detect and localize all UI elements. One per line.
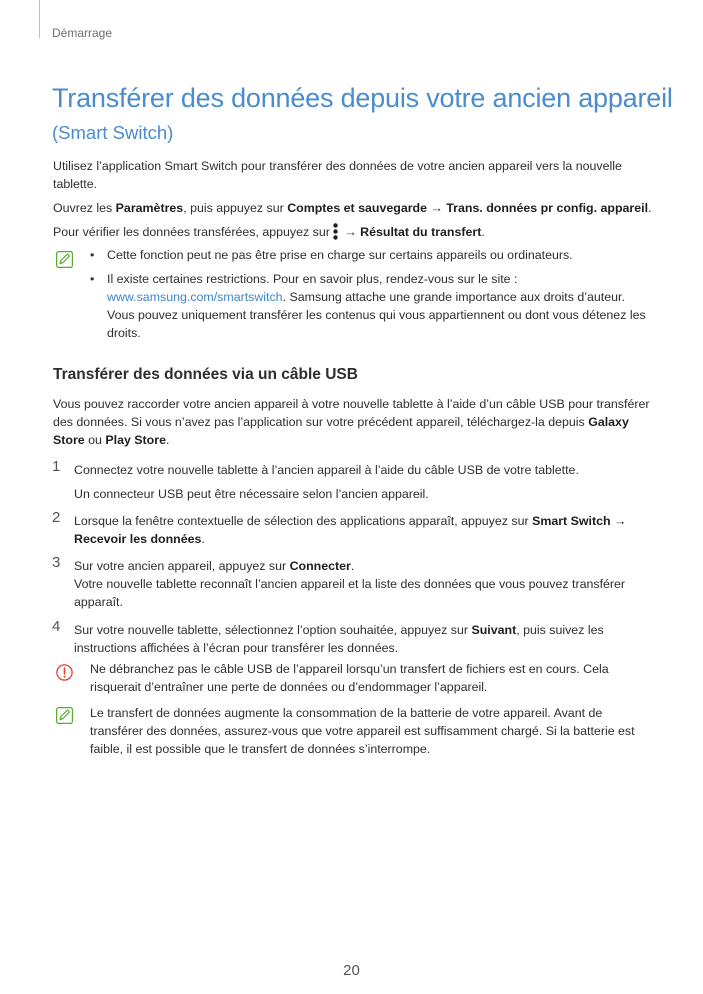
step-number: 4	[52, 618, 61, 635]
section-label: Démarrage	[52, 26, 113, 40]
transfer-label: Trans. données pr config. appareil	[446, 201, 649, 215]
margin-line	[39, 0, 40, 38]
step-3-line3: apparaît.	[74, 595, 123, 609]
galaxy-label: Galaxy	[588, 415, 629, 429]
step-number: 1	[52, 458, 61, 475]
connect-label: Connecter	[289, 559, 351, 573]
bullet-dot: •	[90, 248, 95, 262]
arrow: →	[427, 201, 447, 215]
step-number: 2	[52, 509, 61, 526]
usb-line2-text: des données. Si vous n’avez pas l’application sur votre précédent appareil, téléchargez-la depuis	[53, 415, 589, 429]
more-options-icon	[332, 223, 339, 240]
caution-line1: Ne débranchez pas le câble USB de l’appareil lorsqu’un transfert de fichiers est en cours. Cela	[90, 662, 609, 676]
step-1-text: Connectez votre nouvelle tablette à l’ancien appareil à l’aide du câble USB de votre tablette.	[74, 463, 579, 477]
caution-line2: risquerait d’entraîner une perte de données ou d’endommager l’appareil.	[90, 680, 488, 694]
arrow: →	[340, 225, 361, 239]
step-4-pre: Sur votre nouvelle tablette, sélectionnez l’option souhaitée, appuyez sur	[74, 623, 472, 637]
receive-data-label: Recevoir les données	[74, 532, 202, 546]
result-label: Résultat du transfert	[360, 225, 482, 239]
next-label: Suivant	[471, 623, 517, 637]
step-4-rest: , puis suivez les	[516, 623, 604, 637]
note2-line1: Le transfert de données augmente la consommation de la batterie de votre appareil. Avant de	[90, 706, 603, 720]
open-mid-text: , puis appuyez sur	[183, 201, 288, 215]
step-1-detail: Un connecteur USB peut être nécessaire selon l’ancien appareil.	[74, 487, 429, 501]
note-bullet-2-line1: Il existe certaines restrictions. Pour en savoir plus, rendez-vous sur le site :	[107, 272, 518, 286]
usb-paragraph-line2	[53, 413, 629, 431]
usb-paragraph-line1: Vous pouvez raccorder votre ancien appareil à votre nouvelle tablette à l’aide d’un câble USB pour transférer	[53, 397, 650, 411]
caution-icon	[56, 664, 73, 681]
step-2-text	[74, 512, 626, 530]
bullet-dot: •	[90, 272, 95, 286]
intro-paragraph: Utilisez l’application Smart Switch pour transférer des données de votre ancien appareil vers la nouvelle tablette.	[53, 159, 622, 191]
play-store-label: Play Store	[105, 433, 166, 447]
verify-line	[53, 223, 485, 241]
page-subtitle: (Smart Switch)	[52, 122, 174, 143]
usb-section-heading: Transférer des données via un câble USB	[53, 366, 358, 383]
settings-label: Paramètres	[115, 201, 184, 215]
page-title: Transférer des données depuis votre ancien appareil	[52, 83, 673, 113]
note2-line2: transférer des données, assurez-vous que votre appareil est suffisamment chargé. Si la batterie est	[90, 724, 635, 738]
note2-line3: faible, il est possible que le transfert de données s’interrompe.	[90, 742, 431, 756]
step-3-pre: Sur votre ancien appareil, appuyez sur	[74, 559, 290, 573]
open-pre-text: Ouvrez les	[53, 201, 116, 215]
period: .	[648, 201, 652, 215]
step-2-pre: Lorsque la fenêtre contextuelle de sélection des applications apparaît, appuyez sur	[74, 514, 533, 528]
smartswitch-link[interactable]: www.samsung.com/smartswitch	[107, 290, 283, 304]
note-bullet-2-line2	[107, 288, 625, 306]
step-2-line2	[74, 530, 205, 548]
note-bullet-2-line4: droits.	[107, 326, 141, 340]
or-text: ou	[84, 433, 106, 447]
step-4-text	[74, 621, 604, 639]
note-icon	[56, 251, 73, 268]
step-3-text	[74, 557, 354, 575]
store-label: Store	[53, 433, 85, 447]
note-icon	[56, 707, 73, 724]
period: .	[165, 433, 170, 447]
accounts-label: Comptes et sauvegarde	[287, 201, 427, 215]
note-bullet-1: Cette fonction peut ne pas être prise en charge sur certains appareils ou ordinateurs.	[107, 248, 573, 262]
open-settings-line	[53, 199, 651, 217]
usb-paragraph-line3	[53, 431, 169, 449]
step-4-line2: instructions affichées à l’écran pour transférer les données.	[74, 641, 399, 655]
verify-pre-text: Pour vérifier les données transférées, appuyez sur	[53, 225, 330, 239]
page-number: 20	[343, 962, 360, 979]
step-number: 3	[52, 554, 61, 571]
period: .	[201, 532, 205, 546]
copyright-text: . Samsung attache une grande importance aux droits d’auteur.	[282, 290, 625, 304]
note-bullet-2-line3: Vous pouvez uniquement transférer les contenus qui vous appartiennent ou dont vous détenez les	[107, 308, 646, 322]
period: .	[481, 225, 485, 239]
step-3-line2: Votre nouvelle tablette reconnaît l’ancien appareil et la liste des données que vous pouvez transférer	[74, 577, 626, 591]
arrow: →	[610, 514, 627, 528]
smart-switch-label: Smart Switch	[532, 514, 611, 528]
period: .	[350, 559, 355, 573]
